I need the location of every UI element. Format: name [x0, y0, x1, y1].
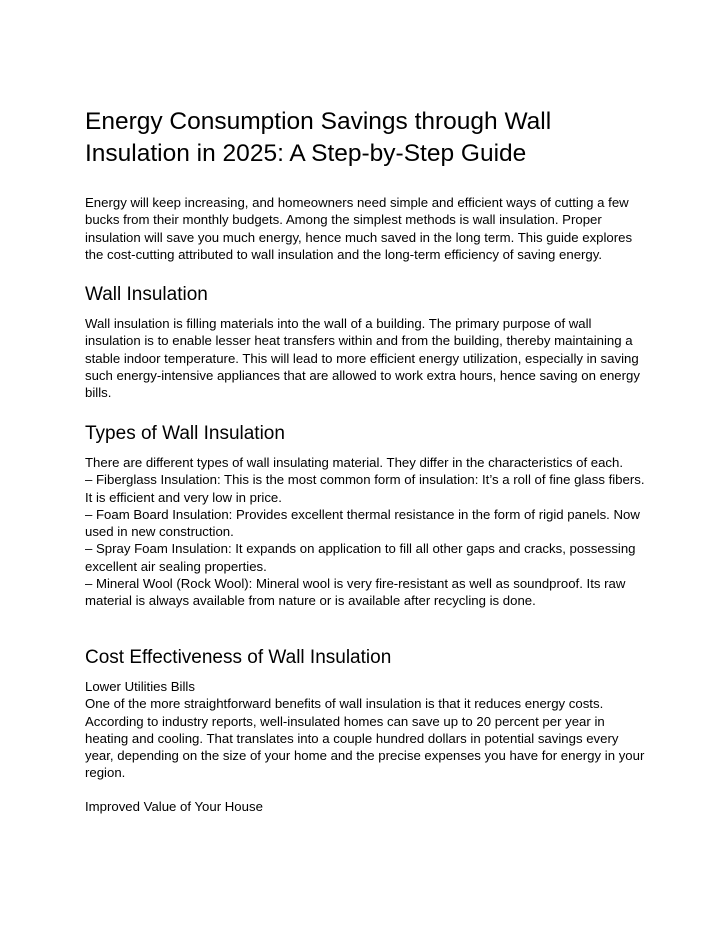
text-line: According to industry reports, well-insulated homes can save up to 20 percent per year in: [85, 713, 605, 729]
text-line: used in new construction.: [85, 524, 234, 540]
section-heading-wall-insulation: Wall Insulation: [85, 284, 208, 305]
text-line: There are different types of wall insulating material. They differ in the characteristics of each.: [85, 455, 624, 470]
text-line: excellent air sealing properties.: [85, 558, 267, 574]
subheading-improved-value: [85, 798, 645, 815]
text-line: the cost-cutting attributed to wall insulation and the long-term efficiency of saving energy.: [85, 246, 603, 262]
text-line: region.: [85, 765, 126, 781]
text-line: One of the more straightforward benefits of wall insulation is that it reduces energy costs.: [85, 696, 604, 712]
subheading-line: Lower Utilities Bills: [85, 679, 195, 694]
cost-paragraph: [85, 678, 645, 782]
list-item: – Spray Foam Insulation: It expands on application to fill all other gaps and cracks, possessing: [85, 541, 636, 557]
text-line: It is efficient and very low in price.: [85, 489, 282, 505]
text-line: bucks from their monthly budgets. Among the simplest methods is wall insulation. Proper: [85, 212, 602, 228]
text-line: bills.: [85, 385, 112, 401]
title-line: Energy Consumption Savings through Wall: [85, 108, 552, 135]
text-line: heating and cooling. That translates into a couple hundred dollars in potential savings every: [85, 730, 619, 746]
wall-insulation-paragraph: [85, 315, 645, 401]
subheading-line: Improved Value of Your House: [85, 799, 263, 814]
text-line: Energy will keep increasing, and homeowners need simple and efficient ways of cutting a few: [85, 195, 629, 210]
text-line: year, depending on the size of your home and the precise expenses you have for energy in your: [85, 748, 645, 764]
text-line: stable indoor temperature. This will lead to more efficient energy utilization, especially in saving: [85, 350, 639, 366]
section-heading-types: Types of Wall Insulation: [85, 423, 285, 444]
section-heading-cost-effectiveness: Cost Effectiveness of Wall Insulation: [85, 647, 392, 668]
title-line: Insulation in 2025: A Step-by-Step Guide: [85, 140, 527, 167]
text-line: insulation will save you much energy, hence much saved in the long term. This guide explores: [85, 229, 633, 245]
list-item: – Mineral Wool (Rock Wool): Mineral wool is very fire-resistant as well as soundproof. Its raw: [85, 576, 626, 592]
text-line: material is always available from nature or is available after recycling is done.: [85, 593, 536, 609]
text-line: such energy-intensive appliances that are allowed to work extra hours, hence saving on energy: [85, 367, 640, 383]
list-item: – Foam Board Insulation: Provides excellent thermal resistance in the form of rigid panels. Now: [85, 506, 640, 522]
text-line: Wall insulation is filling materials into the wall of a building. The primary purpose of wall: [85, 316, 592, 331]
list-item: – Fiberglass Insulation: This is the most common form of insulation: It’s a roll of fine glass fibers.: [85, 472, 645, 488]
document-title: [85, 106, 645, 170]
types-paragraph: [85, 454, 645, 610]
intro-paragraph: [85, 194, 645, 263]
text-line: insulation is to enable lesser heat transfers within and from the building, thereby maintaining a: [85, 333, 633, 349]
